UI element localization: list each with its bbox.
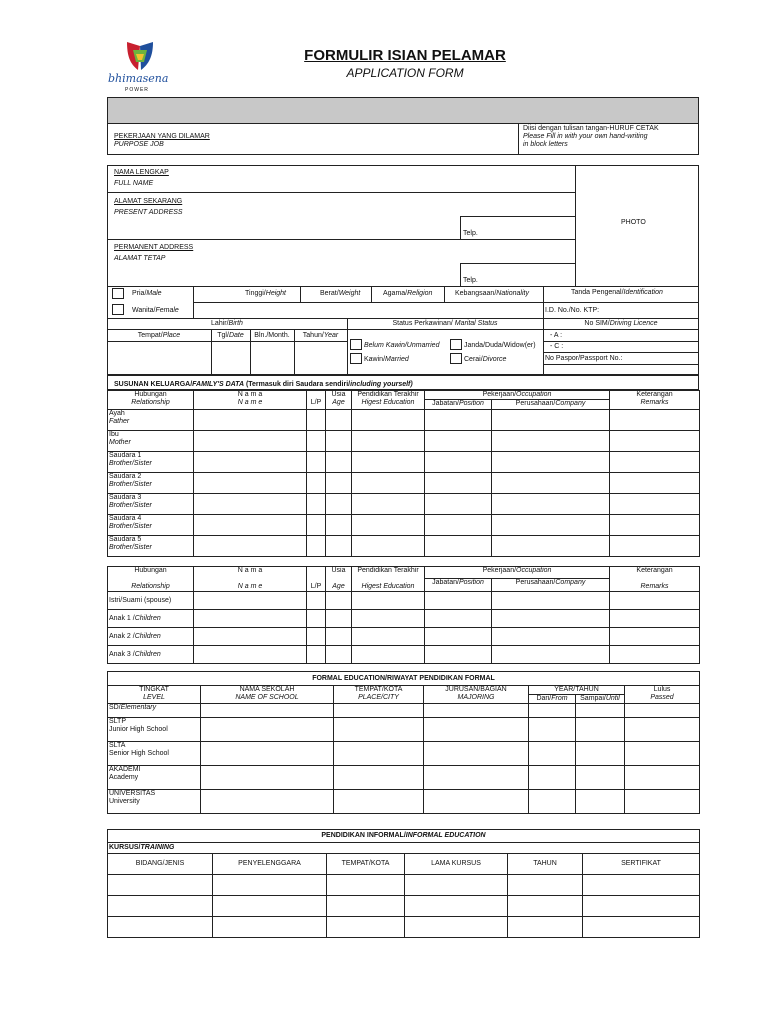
full-name-label: NAMA LENGKAP bbox=[114, 169, 169, 176]
education-row bbox=[108, 790, 700, 814]
education-school-field[interactable] bbox=[201, 742, 334, 766]
edu-col-level: TINGKAT LEVEL bbox=[108, 686, 201, 704]
col-age: Usia Age bbox=[326, 391, 352, 410]
logo-sub: POWER bbox=[125, 87, 149, 93]
spouse-children-row bbox=[108, 646, 700, 664]
family-company-field[interactable] bbox=[492, 452, 610, 473]
sim-c-label: - C : bbox=[550, 343, 564, 350]
present-address-label: ALAMAT SEKARANG bbox=[114, 198, 183, 205]
education-passed-field[interactable] bbox=[625, 766, 700, 790]
education-passed-field[interactable] bbox=[625, 742, 700, 766]
education-major-field[interactable] bbox=[424, 718, 529, 742]
spouse-remarks-field[interactable] bbox=[610, 610, 700, 628]
spouse-position-field[interactable] bbox=[425, 628, 492, 646]
informal-col-header: LAMA KURSUS bbox=[405, 854, 508, 875]
education-level-cell: SLTP Junior High School bbox=[108, 718, 201, 742]
informal-duration-field[interactable] bbox=[405, 875, 508, 896]
widow-label: Janda/Duda/Widow(er) bbox=[464, 342, 536, 349]
family-relationship-cell: Saudara 2 Brother/Sister bbox=[108, 473, 194, 494]
spouse-education-field[interactable] bbox=[352, 646, 425, 664]
informal-education-heading: PENDIDIKAN INFORMAL/INFORMAL EDUCATION bbox=[108, 830, 700, 843]
col-company-2: Perusahaan/Company bbox=[492, 578, 610, 591]
edu-col-place: TEMPAT/KOTA PLACE/CITY bbox=[334, 686, 424, 704]
driving-licence-label: No SIM/Driving Licence bbox=[584, 320, 658, 327]
education-major-field[interactable] bbox=[424, 790, 529, 814]
education-until-field[interactable] bbox=[576, 790, 625, 814]
logo-mark bbox=[122, 40, 158, 72]
permanent-address-label: PERMANENT ADDRESS bbox=[114, 244, 194, 251]
formal-education-heading: FORMAL EDUCATION/RIWAYAT PENDIDIKAN FORMAL bbox=[108, 672, 700, 686]
marital-status-label: Status Perkawinan/ Marital Status bbox=[392, 320, 498, 327]
spouse-name-field[interactable] bbox=[194, 610, 307, 628]
edu-col-passed: Lulus Passed bbox=[625, 686, 700, 704]
religion-label: Agama/Religion bbox=[383, 290, 433, 297]
edu-col-year: YEAR/TAHUN bbox=[529, 686, 625, 695]
family-row bbox=[108, 410, 700, 431]
spouse-name-field[interactable] bbox=[194, 646, 307, 664]
education-row bbox=[108, 766, 700, 790]
married-checkbox[interactable] bbox=[350, 353, 362, 364]
family-education-field[interactable] bbox=[352, 515, 425, 536]
family-position-field[interactable] bbox=[425, 452, 492, 473]
family-relationship-cell: Saudara 3 Brother/Sister bbox=[108, 494, 194, 515]
weight-label: Berat/Weight bbox=[320, 290, 361, 297]
family-lp-field[interactable] bbox=[307, 515, 326, 536]
family-name-field[interactable] bbox=[194, 452, 307, 473]
family-age-field[interactable] bbox=[326, 410, 352, 431]
informal-place-field[interactable] bbox=[327, 875, 405, 896]
photo-box-label: PHOTO bbox=[621, 219, 646, 226]
spouse-relationship-cell: Anak 1 /Children bbox=[108, 610, 194, 628]
informal-year-field[interactable] bbox=[508, 896, 583, 917]
informal-col-header: BIDANG/JENIS bbox=[108, 854, 213, 875]
col-remarks-2: Keterangan Remarks bbox=[610, 567, 700, 592]
family-row bbox=[108, 515, 700, 536]
spouse-children-row bbox=[108, 592, 700, 610]
family-company-field[interactable] bbox=[492, 536, 610, 557]
spouse-lp-field[interactable] bbox=[307, 592, 326, 610]
family-lp-field[interactable] bbox=[307, 452, 326, 473]
informal-duration-field[interactable] bbox=[405, 917, 508, 938]
education-from-field[interactable] bbox=[529, 742, 576, 766]
education-from-field[interactable] bbox=[529, 704, 576, 718]
sim-a-label: - A : bbox=[550, 332, 563, 339]
family-remarks-field[interactable] bbox=[610, 536, 700, 557]
education-place-field[interactable] bbox=[334, 742, 424, 766]
education-place-field[interactable] bbox=[334, 704, 424, 718]
spouse-relationship-cell: Anak 3 /Children bbox=[108, 646, 194, 664]
family-name-field[interactable] bbox=[194, 515, 307, 536]
education-school-field[interactable] bbox=[201, 718, 334, 742]
family-position-field[interactable] bbox=[425, 473, 492, 494]
education-row bbox=[108, 742, 700, 766]
family-row bbox=[108, 452, 700, 473]
logo bbox=[108, 40, 168, 96]
spouse-remarks-field[interactable] bbox=[610, 646, 700, 664]
family-company-field[interactable] bbox=[492, 431, 610, 452]
family-name-field[interactable] bbox=[194, 494, 307, 515]
col-relationship: Hubungan Relationship bbox=[108, 391, 194, 410]
education-major-field[interactable] bbox=[424, 766, 529, 790]
height-label: Tinggi/Height bbox=[245, 290, 286, 297]
spouse-education-field[interactable] bbox=[352, 628, 425, 646]
education-until-field[interactable] bbox=[576, 766, 625, 790]
informal-certificate-field[interactable] bbox=[583, 896, 700, 917]
training-label: KURSUS/TRAINING bbox=[108, 843, 700, 854]
edu-col-major: JURUSAN/BAGIAN MAJORING bbox=[424, 686, 529, 704]
spouse-children-row bbox=[108, 628, 700, 646]
informal-organizer-field[interactable] bbox=[213, 917, 327, 938]
present-address-label-en: PRESENT ADDRESS bbox=[114, 209, 183, 216]
informal-col-header: TEMPAT/KOTA bbox=[327, 854, 405, 875]
divorce-checkbox[interactable] bbox=[450, 353, 462, 364]
family-row bbox=[108, 494, 700, 515]
spouse-position-field[interactable] bbox=[425, 610, 492, 628]
family-heading: SUSUNAN KELUARGA/FAMILY'S DATA (Termasuk diri Saudara sendiri/including yourself) bbox=[114, 381, 413, 388]
education-place-field[interactable] bbox=[334, 766, 424, 790]
female-checkbox[interactable] bbox=[112, 304, 124, 315]
family-table bbox=[107, 390, 700, 557]
spouse-education-field[interactable] bbox=[352, 592, 425, 610]
col-occupation: Pekerjaan/Occupation bbox=[425, 391, 610, 400]
family-position-field[interactable] bbox=[425, 410, 492, 431]
col-age-2: Usia Age bbox=[326, 567, 352, 592]
family-position-field[interactable] bbox=[425, 515, 492, 536]
informal-place-field[interactable] bbox=[327, 896, 405, 917]
male-checkbox[interactable] bbox=[112, 288, 124, 299]
col-position: Jabatan/Position bbox=[425, 400, 492, 410]
education-passed-field[interactable] bbox=[625, 718, 700, 742]
informal-place-field[interactable] bbox=[327, 917, 405, 938]
family-age-field[interactable] bbox=[326, 494, 352, 515]
id-number-label: I.D. No./No. KTP: bbox=[545, 307, 600, 314]
education-passed-field[interactable] bbox=[625, 704, 700, 718]
spouse-age-field[interactable] bbox=[326, 592, 352, 610]
spouse-education-field[interactable] bbox=[352, 610, 425, 628]
edu-col-school: NAMA SEKOLAH NAME OF SCHOOL bbox=[201, 686, 334, 704]
spouse-company-field[interactable] bbox=[492, 610, 610, 628]
family-remarks-field[interactable] bbox=[610, 473, 700, 494]
spouse-position-field[interactable] bbox=[425, 592, 492, 610]
spouse-relationship-cell: Anak 2 /Children bbox=[108, 628, 194, 646]
edu-col-until: Sampai/Until bbox=[576, 695, 625, 704]
male-label: Pria/Male bbox=[132, 290, 162, 297]
spouse-company-field[interactable] bbox=[492, 592, 610, 610]
education-from-field[interactable] bbox=[529, 718, 576, 742]
informal-field-field[interactable] bbox=[108, 896, 213, 917]
informal-col-header: SERTIFIKAT bbox=[583, 854, 700, 875]
passport-label: No Paspor/Passport No.: bbox=[545, 355, 623, 362]
education-level-cell: SLTA Senior High School bbox=[108, 742, 201, 766]
unmarried-label: Belum Kawin/Unmarried bbox=[364, 342, 440, 349]
spouse-company-field[interactable] bbox=[492, 628, 610, 646]
family-relationship-cell: Saudara 5 Brother/Sister bbox=[108, 536, 194, 557]
family-remarks-field[interactable] bbox=[610, 452, 700, 473]
spouse-remarks-field[interactable] bbox=[610, 592, 700, 610]
spouse-relationship-cell: Istri/Suami (spouse) bbox=[108, 592, 194, 610]
education-until-field[interactable] bbox=[576, 742, 625, 766]
informal-row bbox=[108, 875, 700, 896]
spouse-company-field[interactable] bbox=[492, 646, 610, 664]
birth-month-label: Bln./Month. bbox=[254, 332, 290, 339]
divorce-label: Cerai/Divorce bbox=[464, 356, 507, 363]
informal-certificate-field[interactable] bbox=[583, 875, 700, 896]
family-company-field[interactable] bbox=[492, 473, 610, 494]
education-school-field[interactable] bbox=[201, 704, 334, 718]
col-name: N a m a N a m e bbox=[194, 391, 307, 410]
education-major-field[interactable] bbox=[424, 704, 529, 718]
edu-col-from: Dari/From bbox=[529, 695, 576, 704]
family-name-field[interactable] bbox=[194, 473, 307, 494]
education-passed-field[interactable] bbox=[625, 790, 700, 814]
informal-field-field[interactable] bbox=[108, 917, 213, 938]
education-school-field[interactable] bbox=[201, 790, 334, 814]
informal-duration-field[interactable] bbox=[405, 896, 508, 917]
spouse-children-row bbox=[108, 610, 700, 628]
col-occupation-2: Pekerjaan/Occupation bbox=[425, 567, 610, 579]
informal-year-field[interactable] bbox=[508, 875, 583, 896]
full-name-label-en: FULL NAME bbox=[114, 180, 154, 187]
education-major-field[interactable] bbox=[424, 742, 529, 766]
family-company-field[interactable] bbox=[492, 515, 610, 536]
col-name-2: N a m a N a m e bbox=[194, 567, 307, 592]
spouse-age-field[interactable] bbox=[326, 628, 352, 646]
col-education: Pendidikan Terakhir Higest Education bbox=[352, 391, 425, 410]
family-age-field[interactable] bbox=[326, 536, 352, 557]
purpose-job-label: PEKERJAAN YANG DILAMAR bbox=[114, 133, 210, 140]
birth-date-label: Tgl/Date bbox=[217, 332, 244, 339]
family-relationship-cell: Saudara 4 Brother/Sister bbox=[108, 515, 194, 536]
informal-col-header: TAHUN bbox=[508, 854, 583, 875]
family-company-field[interactable] bbox=[492, 494, 610, 515]
family-education-field[interactable] bbox=[352, 410, 425, 431]
purpose-job-label-en: PURPOSE JOB bbox=[114, 141, 164, 148]
family-lp-field[interactable] bbox=[307, 473, 326, 494]
family-remarks-field[interactable] bbox=[610, 410, 700, 431]
col-lp: L/P bbox=[307, 391, 326, 410]
telp-label-2: Telp. bbox=[463, 277, 478, 284]
education-until-field[interactable] bbox=[576, 704, 625, 718]
informal-certificate-field[interactable] bbox=[583, 917, 700, 938]
informal-col-header: PENYELENGGARA bbox=[213, 854, 327, 875]
family-remarks-field[interactable] bbox=[610, 494, 700, 515]
family-name-field[interactable] bbox=[194, 536, 307, 557]
col-education-2: Pendidikan Terakhir Higest Education bbox=[352, 567, 425, 592]
spouse-lp-field[interactable] bbox=[307, 610, 326, 628]
informal-row bbox=[108, 896, 700, 917]
education-level-cell: SD/Elementary bbox=[108, 704, 201, 718]
education-level-cell: AKADEMI Academy bbox=[108, 766, 201, 790]
spouse-age-field[interactable] bbox=[326, 646, 352, 664]
spouse-children-table bbox=[107, 566, 700, 664]
col-company: Perusahaan/Company bbox=[492, 400, 610, 410]
family-relationship-cell: Saudara 1 Brother/Sister bbox=[108, 452, 194, 473]
family-remarks-field[interactable] bbox=[610, 431, 700, 452]
spouse-remarks-field[interactable] bbox=[610, 628, 700, 646]
family-row bbox=[108, 431, 700, 452]
family-age-field[interactable] bbox=[326, 515, 352, 536]
col-position-2: Jabatan/Position bbox=[425, 578, 492, 591]
telp-label: Telp. bbox=[463, 230, 478, 237]
family-row bbox=[108, 473, 700, 494]
spouse-name-field[interactable] bbox=[194, 592, 307, 610]
education-row bbox=[108, 718, 700, 742]
birth-year-label: Tahun/Year bbox=[302, 332, 339, 339]
informal-row bbox=[108, 917, 700, 938]
col-remarks: Keterangan Remarks bbox=[610, 391, 700, 410]
informal-education-table bbox=[107, 829, 700, 938]
education-from-field[interactable] bbox=[529, 766, 576, 790]
family-lp-field[interactable] bbox=[307, 494, 326, 515]
spouse-position-field[interactable] bbox=[425, 646, 492, 664]
family-education-field[interactable] bbox=[352, 494, 425, 515]
page-subtitle: APPLICATION FORM bbox=[346, 66, 464, 80]
logo-name: bhimasena bbox=[108, 72, 169, 85]
permanent-address-label-en: ALAMAT TETAP bbox=[114, 255, 166, 262]
education-until-field[interactable] bbox=[576, 718, 625, 742]
birth-place-label: Tempat/Place bbox=[137, 332, 181, 339]
married-label: Kawin/Married bbox=[364, 356, 409, 363]
family-company-field[interactable] bbox=[492, 410, 610, 431]
family-age-field[interactable] bbox=[326, 473, 352, 494]
family-age-field[interactable] bbox=[326, 431, 352, 452]
block-letters-note-en-2: in block letters bbox=[523, 141, 568, 148]
spouse-lp-field[interactable] bbox=[307, 628, 326, 646]
family-age-field[interactable] bbox=[326, 452, 352, 473]
family-education-field[interactable] bbox=[352, 431, 425, 452]
header-band bbox=[107, 97, 699, 124]
family-remarks-field[interactable] bbox=[610, 515, 700, 536]
education-row bbox=[108, 704, 700, 718]
unmarried-checkbox[interactable] bbox=[350, 339, 362, 350]
spouse-age-field[interactable] bbox=[326, 610, 352, 628]
family-row bbox=[108, 536, 700, 557]
education-from-field[interactable] bbox=[529, 790, 576, 814]
family-position-field[interactable] bbox=[425, 494, 492, 515]
block-letters-note: Diisi dengan tulisan tangan-HURUF CETAK bbox=[523, 125, 659, 132]
col-relationship-2: Hubungan Relationship bbox=[108, 567, 194, 592]
informal-year-field[interactable] bbox=[508, 917, 583, 938]
family-name-field[interactable] bbox=[194, 431, 307, 452]
widow-checkbox[interactable] bbox=[450, 339, 462, 350]
family-lp-field[interactable] bbox=[307, 536, 326, 557]
education-school-field[interactable] bbox=[201, 766, 334, 790]
identification-label: Tanda Pengenal/Identification bbox=[571, 289, 663, 296]
family-relationship-cell: Ayah Father bbox=[108, 410, 194, 431]
family-education-field[interactable] bbox=[352, 452, 425, 473]
family-lp-field[interactable] bbox=[307, 431, 326, 452]
education-place-field[interactable] bbox=[334, 790, 424, 814]
family-education-field[interactable] bbox=[352, 473, 425, 494]
informal-organizer-field[interactable] bbox=[213, 896, 327, 917]
family-lp-field[interactable] bbox=[307, 410, 326, 431]
informal-field-field[interactable] bbox=[108, 875, 213, 896]
female-label: Wanita/Female bbox=[132, 307, 179, 314]
education-level-cell: UNIVERSITAS University bbox=[108, 790, 201, 814]
family-relationship-cell: Ibu Mother bbox=[108, 431, 194, 452]
education-place-field[interactable] bbox=[334, 718, 424, 742]
family-position-field[interactable] bbox=[425, 536, 492, 557]
informal-organizer-field[interactable] bbox=[213, 875, 327, 896]
spouse-name-field[interactable] bbox=[194, 628, 307, 646]
family-education-field[interactable] bbox=[352, 536, 425, 557]
birth-label: Lahir/Birth bbox=[211, 320, 243, 327]
spouse-lp-field[interactable] bbox=[307, 646, 326, 664]
block-letters-note-en: Please Fill in with your own hand-writing bbox=[523, 133, 648, 140]
family-position-field[interactable] bbox=[425, 431, 492, 452]
family-name-field[interactable] bbox=[194, 410, 307, 431]
page-title: FORMULIR ISIAN PELAMAR bbox=[304, 47, 506, 64]
formal-education-table bbox=[107, 671, 700, 814]
nationality-label: Kebangsaan/Nationality bbox=[455, 290, 529, 297]
col-lp-2: L/P bbox=[307, 567, 326, 592]
